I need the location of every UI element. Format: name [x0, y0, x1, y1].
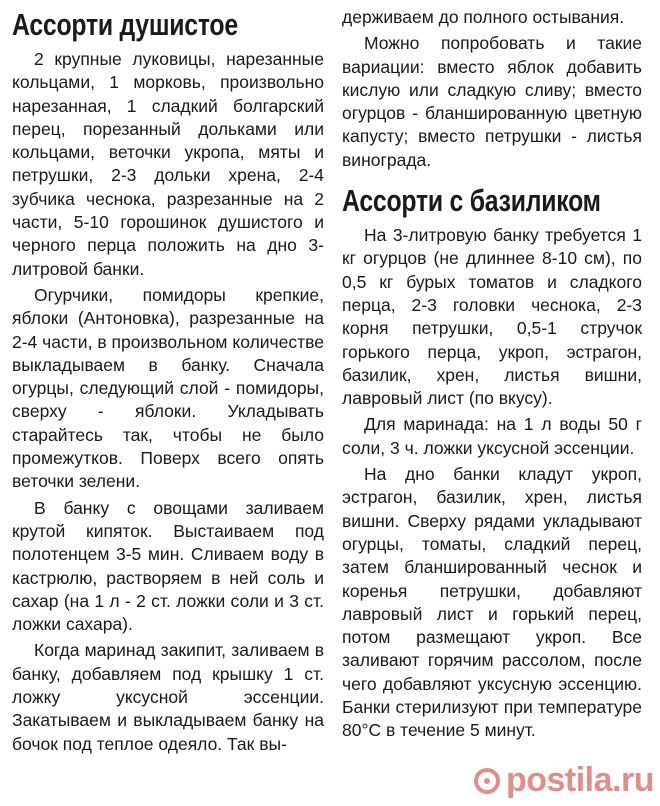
recipe-title-fragrant-assorted: Ассорти душистое — [12, 7, 238, 42]
right-column — [342, 0, 642, 743]
watermark-logo-icon — [474, 768, 500, 794]
left-column — [12, 0, 324, 756]
ingredients-paragraph: 2 крупные луковицы, нарезанные кольцами, 1 морковь, произвольно нарезанная, 1 сладкий болгарский перец, порезанный дольками или кольцами, веточки укропа, мяты и петрушки, 2-3 дольки хрена, 2-4 зубчика чеснока, разрезанные на 2 части, 5-10 горошинок душистого и черного перца положить на дно 3-литровой банки. — [12, 49, 324, 279]
boiling-water-paragraph: В банку с овощами заливаем крутой кипяток. Выстаиваем под полотенцем 3-5 мин. Сливаем воду в кастрюлю, растворяем в ней соль и сахар (на 1 л - 2 ст. ложки соли и 3 ст. ложки сахара). — [12, 497, 324, 635]
marinade-paragraph: Когда маринад закипит, заливаем в банку, добавляем под крышку 1 ст. ложку уксусной эссенции. Закатываем и выкладываем банку на бочок под теплое одеяло. Так вы- — [12, 640, 324, 754]
vegetables-paragraph: Огурчики, помидоры крепкие, яблоки (Антоновка), разрезанные на 2-4 части, в произвольном количестве выкладываем в банку. Сначала огурцы, следующий слой - помидоры, сверху - яблоки. Укладывать старайтесь так, чтобы не было промежутков. Поверх всего опять веточки зелени. — [12, 284, 324, 492]
watermark — [474, 761, 654, 800]
continuation-paragraph: держиваем до полного остывания. — [342, 7, 625, 27]
basil-method-paragraph: На дно банки кладут укроп, эстрагон, базилик, хрен, листья вишни. Сверху рядами укладывают огурцы, томаты, сладкий перец, затем бланшированный чеснок и коренья петрушки, добавляют лавровый лист и горький перец, потом размещают укроп. Все заливают горячим рассолом, после чего добавляют уксусную эссенцию. Банки стерилизуют при температуре 80°С в течение 5 минут. — [342, 464, 642, 741]
variations-paragraph: Можно попробовать и такие вариации: вместо яблок добавить кислую или сладкую сливу; вместо огурцов - бланшированную цветную капусту; вместо петрушки - листья винограда. — [342, 33, 642, 170]
basil-marinade-paragraph: Для маринада: на 1 л воды 50 г соли, 3 ч. ложки уксусной эссенции. — [342, 414, 642, 458]
recipe-title-basil-assorted: Ассорти с базиликом — [342, 183, 601, 219]
basil-ingredients-paragraph: На 3-литровую банку требуется 1 кг огурцов (не длиннее 8-10 см), по 0,5 кг бурых томатов и сладкого перца, 2-3 головки чеснока, 2-3 корня петрушки, 0,5-1 стручок горького перца, укроп, эстрагон, базилик, хрен, листья вишни, лавровый лист (по вкусу). — [342, 225, 642, 409]
watermark-text: postila.ru — [505, 761, 654, 799]
